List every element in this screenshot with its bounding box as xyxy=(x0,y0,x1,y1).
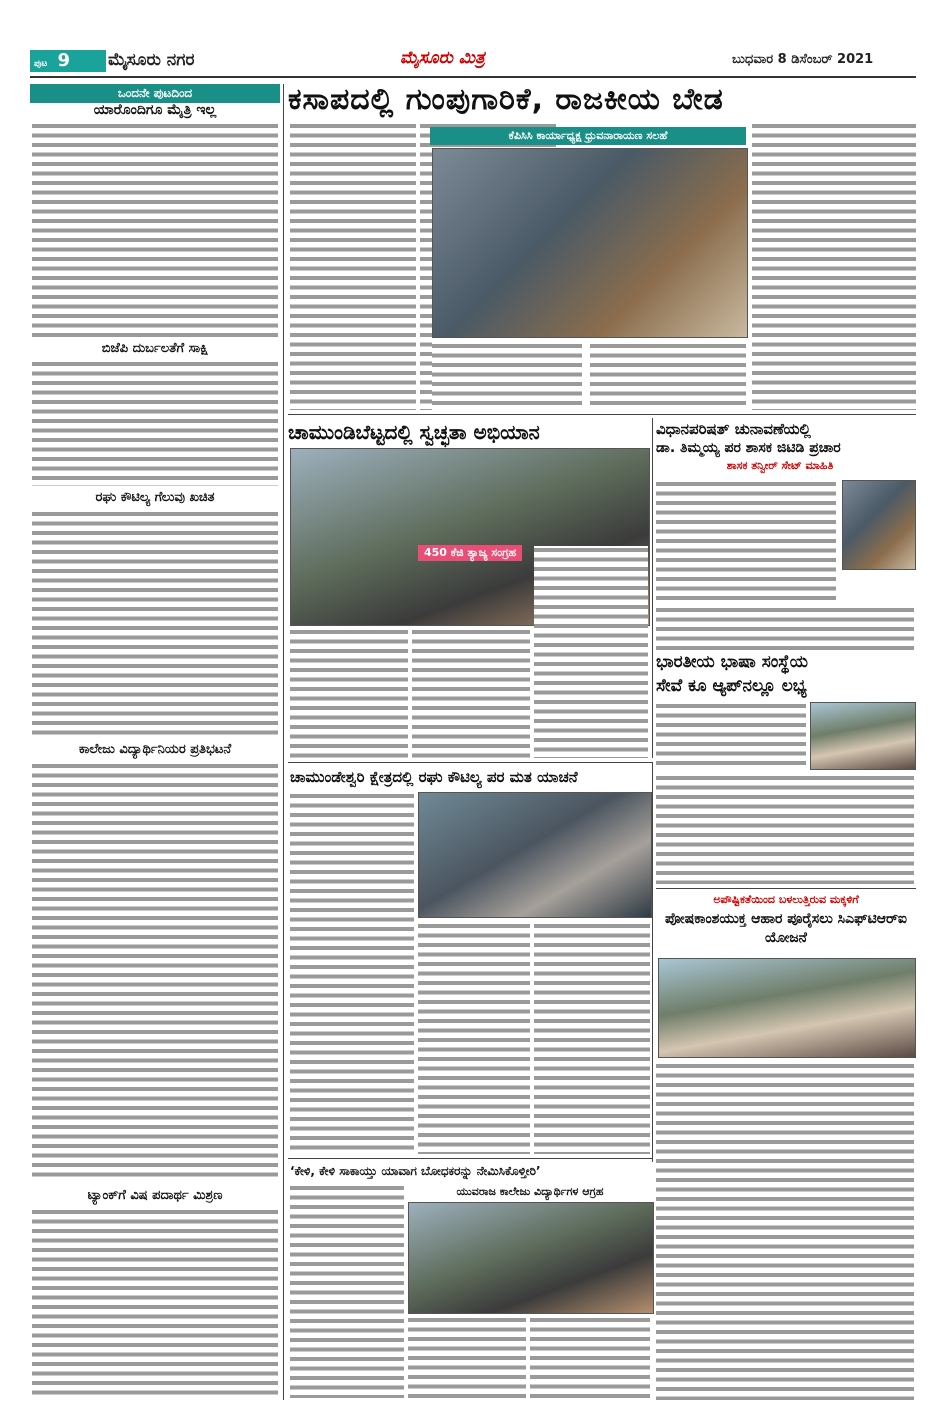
left-article-3-body xyxy=(32,510,278,738)
issue-date: ಬುಧವಾರ 8 ಡಿಸೆಂಬರ್ 2021 xyxy=(732,52,874,67)
continued-banner: ಒಂದನೇ ಪುಟದಿಂದ xyxy=(30,84,280,103)
language-photo xyxy=(810,702,916,770)
cleanup-tag: 450 ಕೆಜಿ ತ್ಯಾಜ್ಯ ಸಂಗ್ರಹ xyxy=(418,545,522,561)
nutrition-photo xyxy=(658,958,916,1058)
left-article-4-body xyxy=(32,762,278,1182)
rule-3 xyxy=(656,888,916,889)
page-prefix: ಪುಟ xyxy=(34,59,48,69)
council-headline-1: ವಿಧಾನಪರಿಷತ್ ಚುನಾವಣೆಯಲ್ಲಿ xyxy=(656,420,811,438)
left-headline-1: ಯಾರೊಂದಿಗೂ ಮೈತ್ರಿ ಇಲ್ಲ xyxy=(93,102,217,118)
lead-subhead: ಕೆಪಿಸಿಸಿ ಕಾರ್ಯಾಧ್ಯಕ್ಷ ಧ್ರುವನಾರಾಯಣ ಸಲಹೆ xyxy=(430,127,746,145)
cleanup-body-col-1 xyxy=(290,628,408,758)
campaign-body-col-1 xyxy=(290,792,414,1154)
left-headline-5: ಟ್ಯಾಂಕ್‌ಗೆ ವಿಷ ಪದಾರ್ಥ ಮಿಶ್ರಣ xyxy=(87,1188,223,1203)
left-headline-2: ಬಿಜೆಪಿ ದುರ್ಬಲತೆಗೆ ಸಾಕ್ಷಿ xyxy=(101,341,209,356)
college-body-col-3 xyxy=(530,1316,650,1400)
left-article-2-body xyxy=(32,360,278,486)
rule-4 xyxy=(288,1158,652,1159)
nutrition-body xyxy=(656,1062,914,1400)
college-subhead: ಯುವರಾಜ ಕಾಲೇಜು ವಿದ್ಯಾರ್ಥಿಗಳ ಆಗ್ರಹ xyxy=(408,1184,652,1200)
column-divider-2 xyxy=(652,418,653,758)
language-body-2 xyxy=(656,774,914,884)
language-headline-2: ಸೇವೆ ಕೂ ಆ್ಯಪ್‌ನಲ್ಲೂ ಲಭ್ಯ xyxy=(656,676,807,696)
lead-rule xyxy=(288,414,916,415)
college-body-col-1 xyxy=(290,1184,404,1398)
lead-body-col-4 xyxy=(590,342,746,410)
cleanup-headline: ಚಾಮುಂಡಿಬೆಟ್ಟದಲ್ಲಿ ಸ್ವಚ್ಛತಾ ಅಭಿಯಾನ xyxy=(288,420,540,444)
council-body-1 xyxy=(656,480,836,604)
lead-body-col-3 xyxy=(432,342,582,410)
header-rule xyxy=(30,76,916,78)
lead-headline: ಕಸಾಪದಲ್ಲಿ ಗುಂಪುಗಾರಿಕೆ, ರಾಜಕೀಯ ಬೇಡ xyxy=(288,82,724,117)
college-body-col-2 xyxy=(408,1316,526,1400)
college-headline: ‘ಕೇಳಿ, ಕೇಳಿ ಸಾಕಾಯ್ತು ಯಾವಾಗ ಬೋಧಕರನ್ನು ನೇಮಿಸಿಕೊಳ್ತೀರಿ’ xyxy=(290,1164,541,1178)
cleanup-body-col-2 xyxy=(412,628,530,758)
left-headline-3: ರಘು ಕೌಟಿಲ್ಯ ಗೆಲುವು ಖಚಿತ xyxy=(95,490,215,505)
campaign-photo xyxy=(418,792,652,918)
council-body-2 xyxy=(656,606,914,650)
lead-body-col-5 xyxy=(752,122,916,410)
council-headline-2: ಡಾ. ತಿಮ್ಮಯ್ಯ ಪರ ಶಾಸಕ ಜಿಟಿಡಿ ಪ್ರಚಾರ xyxy=(656,440,841,456)
masthead: ಮೈಸೂರು ಮಿತ್ರ xyxy=(400,48,485,68)
page-number-value: 9 xyxy=(57,50,71,71)
language-body-1 xyxy=(656,702,806,770)
left-headline-4: ಕಾಲೇಜು ವಿದ್ಯಾರ್ಥಿನಿಯರ ಪ್ರತಿಭಟನೆ xyxy=(78,742,232,757)
campaign-body-col-3 xyxy=(534,922,650,1154)
cleanup-body-col-3 xyxy=(534,546,648,758)
rule-2 xyxy=(288,762,652,763)
section-title: ಮೈಸೂರು ನಗರ xyxy=(108,50,195,70)
language-headline-1: ಭಾರತೀಯ ಭಾಷಾ ಸಂಸ್ಥೆಯ xyxy=(656,652,808,672)
lead-body-col-1 xyxy=(290,122,416,410)
nutrition-kicker: ಅಪೌಷ್ಟಿಕತೆಯಿಂದ ಬಳಲುತ್ತಿರುವ ಮಕ್ಕಳಿಗೆ xyxy=(656,892,916,908)
campaign-headline: ಚಾಮುಂಡೇಶ್ವರಿ ಕ್ಷೇತ್ರದಲ್ಲಿ ರಘು ಕೌಟಿಲ್ಯ ಪರ ಮತ ಯಾಚನೆ xyxy=(290,768,578,786)
column-divider-3 xyxy=(652,762,653,1162)
college-photo xyxy=(408,1202,654,1314)
left-article-1-body xyxy=(32,122,278,338)
lead-photo xyxy=(432,148,748,338)
left-article-5-body xyxy=(32,1208,278,1398)
nutrition-headline: ಪೋಷಕಾಂಶಯುಕ್ತ ಆಹಾರ ಪೂರೈಸಲು ಸಿಎಫ್‌ಟಿಆರ್‌ಐ ಯೋಜನೆ xyxy=(665,911,907,946)
page-number xyxy=(30,50,106,72)
campaign-body-col-2 xyxy=(418,922,530,1154)
column-divider xyxy=(283,84,284,1400)
mla-photo xyxy=(842,480,916,570)
council-kicker: ಶಾಸಕ ತನ್ವೀರ್ ಸೇಟ್ ಮಾಹಿತಿ xyxy=(690,458,870,474)
